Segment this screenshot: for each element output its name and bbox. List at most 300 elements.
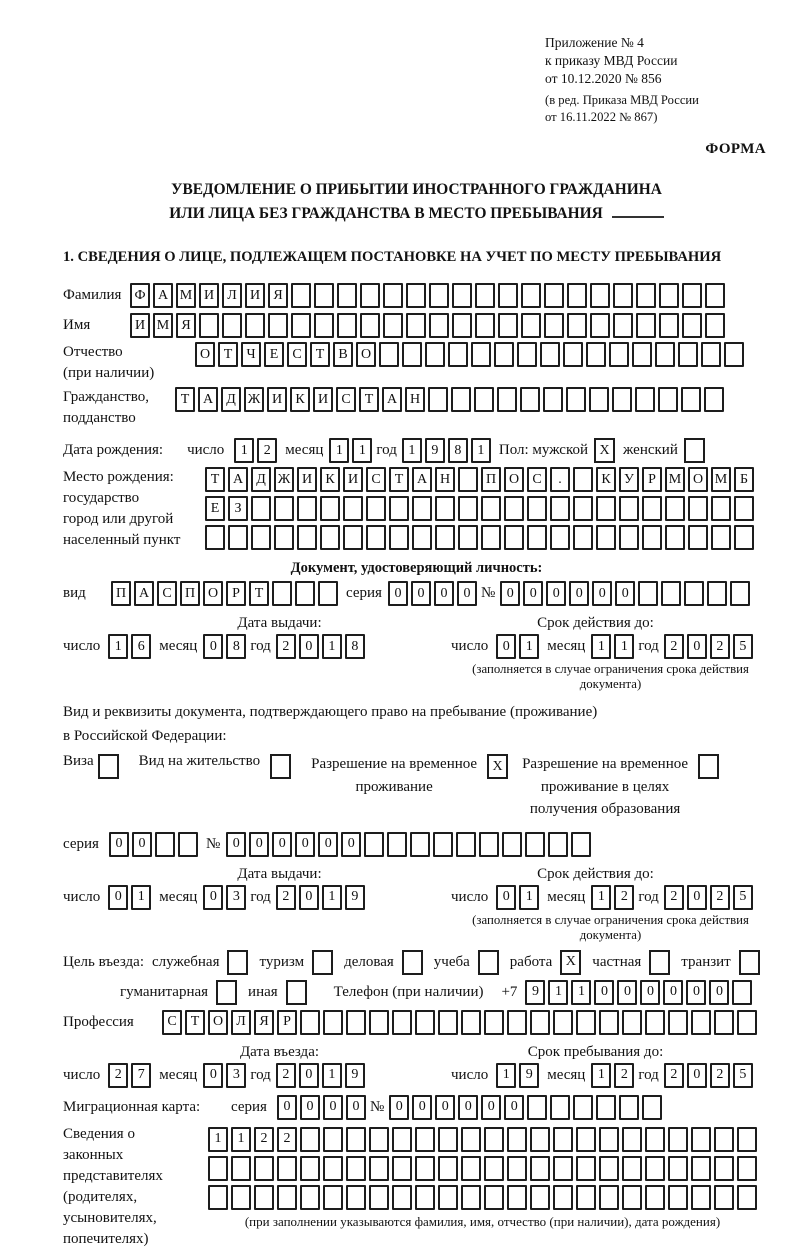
char-cell	[589, 387, 609, 412]
purpose-humanitarian-checkbox	[216, 980, 237, 1005]
char-cell: 1	[322, 885, 342, 910]
purpose-work-checkbox: X	[560, 950, 581, 975]
char-cell: Т	[185, 1010, 205, 1035]
surname-label: Фамилия	[63, 287, 122, 304]
form-title-line1: УВЕДОМЛЕНИЕ О ПРИБЫТИИ ИНОСТРАННОГО ГРАЖДАНИНА	[171, 180, 662, 198]
char-cell	[507, 1185, 527, 1210]
char-cell: 0	[546, 581, 566, 606]
char-cell	[737, 1010, 757, 1035]
patronymic-label	[63, 342, 195, 384]
char-cell	[596, 525, 616, 550]
doc-number-cells	[500, 581, 750, 606]
char-cell	[452, 313, 472, 338]
char-cell: 2	[710, 634, 730, 659]
char-cell: А	[382, 387, 402, 412]
char-cell: Т	[218, 342, 238, 367]
char-cell: 1	[322, 1063, 342, 1088]
doc-valid-header: Срок действия до:	[537, 615, 654, 632]
char-cell: 5	[733, 1063, 753, 1088]
char-cell: 0	[640, 980, 660, 1005]
char-cell	[461, 1127, 481, 1152]
char-cell: И	[130, 313, 150, 338]
char-cell: С	[527, 467, 547, 492]
char-cell	[711, 525, 731, 550]
permit-issue-year-cells	[276, 885, 365, 910]
revision-line: (в ред. Приказа МВД России	[545, 93, 699, 108]
char-cell: 0	[203, 1063, 223, 1088]
char-cell	[475, 283, 495, 308]
birth-place-label	[63, 467, 205, 551]
char-cell: 0	[295, 832, 315, 857]
birth-month-cells	[329, 438, 372, 463]
char-cell	[724, 342, 744, 367]
char-cell	[691, 1010, 711, 1035]
char-cell: И	[199, 283, 219, 308]
char-cell: Д	[251, 467, 271, 492]
month-label: месяц	[547, 888, 586, 905]
char-cell	[665, 496, 685, 521]
char-cell	[734, 496, 754, 521]
permit-series-row	[63, 831, 770, 858]
char-cell	[456, 832, 476, 857]
char-cell	[502, 832, 522, 857]
char-cell	[599, 1185, 619, 1210]
char-cell: 9	[525, 980, 545, 1005]
char-cell	[521, 283, 541, 308]
year-label: год	[638, 638, 659, 655]
permit-series-label: серия	[63, 835, 99, 852]
char-cell: В	[333, 342, 353, 367]
permit-valid-year-cells	[664, 885, 753, 910]
char-cell	[661, 581, 681, 606]
char-cell: 0	[458, 1095, 478, 1120]
permit-valid-month-cells	[591, 885, 634, 910]
char-cell	[645, 1127, 665, 1152]
sex-male-label: Пол: мужской	[498, 442, 589, 459]
char-cell	[567, 283, 587, 308]
char-cell	[659, 313, 679, 338]
purpose-other-label: иная	[248, 983, 278, 1000]
char-cell: Н	[405, 387, 425, 412]
char-cell	[701, 342, 721, 367]
doc-issue-day-cells	[108, 634, 151, 659]
sex-female-checkbox	[684, 438, 705, 463]
char-cell	[711, 496, 731, 521]
char-cell: А	[134, 581, 154, 606]
mc-number-cells	[389, 1095, 662, 1120]
legal-reps-label-line: Сведения о	[63, 1125, 135, 1142]
spacer	[63, 661, 451, 692]
char-cell	[461, 1010, 481, 1035]
temp-residence-label-line1: Разрешение на временное	[311, 756, 478, 773]
purpose-study-checkbox	[478, 950, 499, 975]
char-cell	[300, 1010, 320, 1035]
char-cell	[613, 313, 633, 338]
char-cell	[498, 313, 518, 338]
char-cell: 1	[591, 1063, 611, 1088]
surname-cells	[130, 283, 725, 308]
char-cell	[544, 283, 564, 308]
char-cell: Е	[205, 496, 225, 521]
char-cell: Л	[222, 283, 242, 308]
char-cell: С	[157, 581, 177, 606]
legal-reps-label-line: представителях	[63, 1167, 163, 1184]
char-cell	[635, 387, 655, 412]
char-cell: 1	[234, 438, 254, 463]
stay-until-fields	[451, 1063, 770, 1088]
char-cell: А	[153, 283, 173, 308]
char-cell: О	[688, 467, 708, 492]
char-cell	[645, 1156, 665, 1181]
char-cell: 0	[341, 832, 361, 857]
purpose-tourism-checkbox	[312, 950, 333, 975]
char-cell: 2	[276, 634, 296, 659]
section-1-title: 1. СВЕДЕНИЯ О ЛИЦЕ, ПОДЛЕЖАЩЕМ ПОСТАНОВКЕ НА УЧЕТ ПО МЕСТУ ПРЕБЫВАНИЯ	[63, 249, 722, 266]
day-label: число	[187, 442, 225, 459]
char-cell	[389, 525, 409, 550]
char-cell	[415, 1156, 435, 1181]
char-cell: Р	[226, 581, 246, 606]
year-label: год	[250, 638, 271, 655]
doc-valid-fields	[451, 634, 770, 659]
char-cell	[438, 1127, 458, 1152]
char-cell: Р	[277, 1010, 297, 1035]
char-cell	[274, 496, 294, 521]
doc-date-headers	[63, 609, 770, 632]
char-cell: 0	[203, 885, 223, 910]
char-cell	[458, 525, 478, 550]
birth-place-label-line: населенный пункт	[63, 532, 181, 549]
purpose-other-checkbox	[286, 980, 307, 1005]
visa-label: Виза	[63, 753, 94, 770]
char-cell	[268, 313, 288, 338]
char-cell: 0	[523, 581, 543, 606]
char-cell: 1	[591, 634, 611, 659]
char-cell	[613, 283, 633, 308]
doc-validity-note: (заполняется в случае ограничения срока действия документа)	[472, 662, 749, 692]
char-cell	[668, 1156, 688, 1181]
char-cell	[596, 1095, 616, 1120]
char-cell: Л	[231, 1010, 251, 1035]
sex-male-checkbox: X	[594, 438, 615, 463]
char-cell	[458, 496, 478, 521]
stay-month-cells	[591, 1063, 634, 1088]
char-cell: 0	[435, 1095, 455, 1120]
char-cell: 1	[402, 438, 422, 463]
doc-valid-year-cells	[664, 634, 753, 659]
doc-issue-month-cells	[203, 634, 246, 659]
char-cell	[550, 496, 570, 521]
char-cell	[451, 387, 471, 412]
profession-row	[63, 1009, 770, 1036]
permit-note-row	[63, 912, 770, 943]
char-cell	[228, 525, 248, 550]
char-cell: Т	[249, 581, 269, 606]
day-label: число	[63, 1066, 101, 1083]
year-label: год	[638, 1066, 659, 1083]
patronymic-row	[63, 342, 770, 384]
char-cell	[314, 313, 334, 338]
char-cell	[360, 313, 380, 338]
char-cell	[688, 525, 708, 550]
char-cell: Д	[221, 387, 241, 412]
char-cell	[389, 496, 409, 521]
char-cell: 0	[592, 581, 612, 606]
char-cell: 1	[548, 980, 568, 1005]
char-cell	[428, 387, 448, 412]
permit-number-cells	[226, 832, 591, 857]
doc-series-cells	[388, 581, 477, 606]
char-cell	[369, 1185, 389, 1210]
appendix-line: от 10.12.2020 № 856	[545, 70, 662, 86]
char-cell: М	[176, 283, 196, 308]
char-cell	[497, 387, 517, 412]
char-cell: 0	[203, 634, 223, 659]
legal-reps-note: (при заполнении указываются фамилия, имя, отчество (при наличии), дата рождения)	[244, 1213, 721, 1229]
char-cell: 9	[345, 1063, 365, 1088]
char-cell	[392, 1127, 412, 1152]
char-cell	[530, 1156, 550, 1181]
char-cell: 0	[323, 1095, 343, 1120]
char-cell: Н	[435, 467, 455, 492]
char-cell	[291, 313, 311, 338]
char-cell: 0	[500, 581, 520, 606]
char-cell	[517, 342, 537, 367]
char-cell: 0	[272, 832, 292, 857]
char-cell: И	[343, 467, 363, 492]
patronymic-cells	[195, 342, 744, 367]
temp-residence-label	[311, 753, 477, 798]
char-cell: Я	[254, 1010, 274, 1035]
day-label: число	[451, 1066, 489, 1083]
char-cell: 2	[108, 1063, 128, 1088]
char-cell	[619, 525, 639, 550]
purpose-tourism-label: туризм	[259, 953, 305, 970]
char-cell	[323, 1156, 343, 1181]
char-cell	[323, 1010, 343, 1035]
char-cell	[392, 1010, 412, 1035]
char-cell	[705, 313, 725, 338]
appendix-line: к приказу МВД России	[545, 52, 678, 68]
char-cell	[272, 581, 292, 606]
char-cell	[429, 313, 449, 338]
char-cell: 0	[687, 634, 707, 659]
profession-cells	[162, 1010, 757, 1035]
char-cell	[507, 1156, 527, 1181]
char-cell	[369, 1156, 389, 1181]
char-cell	[619, 496, 639, 521]
char-cell	[346, 1127, 366, 1152]
char-cell	[343, 496, 363, 521]
char-cell	[494, 342, 514, 367]
stay-year-cells	[664, 1063, 753, 1088]
birth-place-label-line: город или другой	[63, 511, 174, 528]
char-cell: 0	[109, 832, 129, 857]
phone-label: Телефон (при наличии)	[333, 983, 484, 1000]
char-cell	[530, 1127, 550, 1152]
char-cell: А	[198, 387, 218, 412]
char-cell: 0	[346, 1095, 366, 1120]
char-cell	[479, 832, 499, 857]
char-cell: 8	[345, 634, 365, 659]
sex-female-label: женский	[623, 442, 678, 459]
char-cell	[231, 1156, 251, 1181]
char-cell: Я	[268, 283, 288, 308]
year-label: год	[376, 442, 397, 459]
char-cell	[369, 1010, 389, 1035]
residence-permit-label: Вид на жительство	[138, 753, 261, 770]
char-cell: 0	[663, 980, 683, 1005]
char-cell: Р	[642, 467, 662, 492]
char-cell	[320, 496, 340, 521]
char-cell: 0	[687, 1063, 707, 1088]
purpose-official-label: служебная	[151, 953, 220, 970]
purpose-business-label: деловая	[344, 953, 394, 970]
doc-issue-year-cells	[276, 634, 365, 659]
stay-day-cells	[496, 1063, 539, 1088]
char-cell	[484, 1010, 504, 1035]
entry-day-cells	[108, 1063, 151, 1088]
doc-valid-day-cells	[496, 634, 539, 659]
phone-cells	[525, 980, 752, 1005]
char-cell	[622, 1156, 642, 1181]
char-cell	[323, 1127, 343, 1152]
char-cell: 3	[226, 885, 246, 910]
char-cell: 0	[412, 1095, 432, 1120]
char-cell	[208, 1185, 228, 1210]
char-cell: 2	[614, 1063, 634, 1088]
char-cell	[245, 313, 265, 338]
identity-doc-header: Документ, удостоверяющий личность:	[290, 560, 543, 577]
char-cell: 2	[254, 1127, 274, 1152]
char-cell	[425, 342, 445, 367]
char-cell	[688, 496, 708, 521]
permit-date-headers	[63, 860, 770, 883]
permit-issue-header: Дата выдачи:	[237, 865, 322, 882]
char-cell	[540, 342, 560, 367]
char-cell	[678, 342, 698, 367]
day-label: число	[451, 888, 489, 905]
char-cell	[406, 283, 426, 308]
purpose-humanitarian-label: гуманитарная	[120, 983, 209, 1000]
char-cell	[544, 313, 564, 338]
char-cell: И	[267, 387, 287, 412]
char-cell: М	[665, 467, 685, 492]
char-cell: 0	[277, 1095, 297, 1120]
purpose-transit-checkbox	[739, 950, 760, 975]
char-cell	[387, 832, 407, 857]
char-cell: 1	[231, 1127, 251, 1152]
char-cell: 1	[519, 885, 539, 910]
entry-month-cells	[203, 1063, 246, 1088]
char-cell	[527, 525, 547, 550]
entry-date-headers	[63, 1038, 770, 1061]
char-cell: 2	[277, 1127, 297, 1152]
char-cell: 2	[664, 1063, 684, 1088]
char-cell	[665, 525, 685, 550]
char-cell: 0	[709, 980, 729, 1005]
char-cell	[520, 387, 540, 412]
char-cell: М	[153, 313, 173, 338]
char-cell	[320, 525, 340, 550]
char-cell	[337, 283, 357, 308]
char-cell	[590, 283, 610, 308]
purpose-row	[63, 949, 770, 976]
char-cell: 0	[615, 581, 635, 606]
char-cell	[300, 1185, 320, 1210]
char-cell: 1	[329, 438, 349, 463]
char-cell	[681, 387, 701, 412]
char-cell	[364, 832, 384, 857]
char-cell	[714, 1010, 734, 1035]
char-cell	[622, 1010, 642, 1035]
char-cell	[599, 1127, 619, 1152]
visa-checkbox	[98, 754, 119, 779]
char-cell: Т	[389, 467, 409, 492]
birth-place-cells-row2	[205, 496, 754, 521]
char-cell: 0	[411, 581, 431, 606]
char-cell	[691, 1156, 711, 1181]
char-cell: 2	[664, 634, 684, 659]
char-cell	[208, 1156, 228, 1181]
char-cell: 1	[614, 634, 634, 659]
char-cell	[251, 525, 271, 550]
char-cell: 0	[686, 980, 706, 1005]
char-cell	[668, 1127, 688, 1152]
spacer	[63, 912, 451, 943]
phone-prefix: +7	[501, 983, 518, 1000]
char-cell: Ф	[130, 283, 150, 308]
char-cell: 1	[352, 438, 372, 463]
char-cell	[659, 283, 679, 308]
char-cell	[481, 525, 501, 550]
char-cell	[576, 1185, 596, 1210]
char-cell	[471, 342, 491, 367]
char-cell	[504, 525, 524, 550]
char-cell: 1	[571, 980, 591, 1005]
birth-place-row	[63, 467, 770, 554]
char-cell: 0	[617, 980, 637, 1005]
doc-number-label: №	[480, 585, 496, 602]
char-cell	[599, 1156, 619, 1181]
char-cell: Ж	[274, 467, 294, 492]
doc-kind-cells	[111, 581, 338, 606]
char-cell: 8	[448, 438, 468, 463]
char-cell	[527, 496, 547, 521]
char-cell: 0	[496, 885, 516, 910]
char-cell: 5	[733, 634, 753, 659]
citizenship-label-line1: Гражданство,	[63, 389, 150, 406]
day-label: число	[451, 638, 489, 655]
char-cell: О	[195, 342, 215, 367]
char-cell: О	[356, 342, 376, 367]
form-title-line2	[63, 202, 770, 226]
permit-valid-day-cells	[496, 885, 539, 910]
residence-permit-checkbox	[270, 754, 291, 779]
char-cell	[346, 1156, 366, 1181]
char-cell	[566, 387, 586, 412]
char-cell	[366, 525, 386, 550]
permit-number-label: №	[205, 835, 221, 852]
char-cell	[277, 1156, 297, 1181]
char-cell	[550, 1095, 570, 1120]
char-cell: 0	[249, 832, 269, 857]
char-cell	[737, 1185, 757, 1210]
char-cell	[714, 1185, 734, 1210]
char-cell	[576, 1127, 596, 1152]
birth-place-cells-row3	[205, 525, 754, 550]
char-cell: О	[203, 581, 223, 606]
